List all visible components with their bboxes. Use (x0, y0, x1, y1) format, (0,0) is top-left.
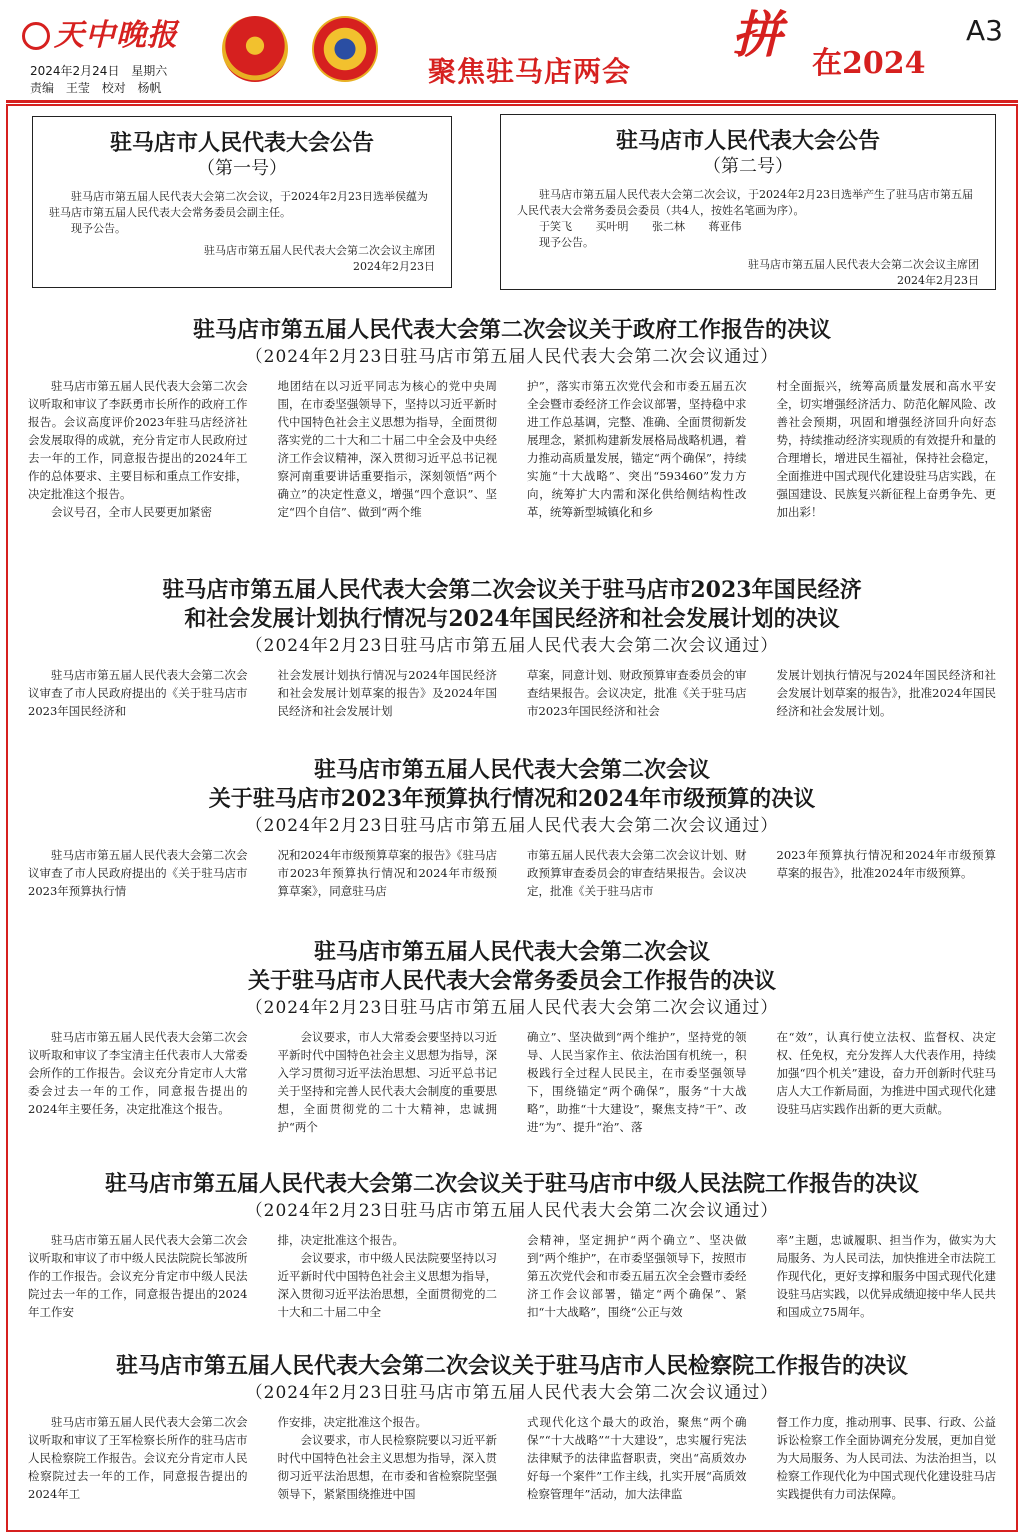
announcement-closing: 现予公告。 (539, 236, 594, 249)
paragraph: 驻马店市第五届人民代表大会第二次会议听取和审议了市中级人民法院院长邹波所作的工作报告。会议充分肯定市中级人民法院过去一年的工作，同意报告提出的2024年工作安 (28, 1233, 248, 1319)
text-column (527, 1028, 747, 1136)
resolution-government-report (28, 316, 996, 521)
text-column (777, 1231, 997, 1321)
editor-name: 王莹 (65, 81, 90, 95)
resolution-subtitle: （2024年2月23日驻马店市第五届人民代表大会第二次会议通过） (245, 1201, 779, 1221)
paragraph: 确立”、坚决做到“两个维护”，坚持党的领导、人民当家作主、依法治国有机统一，积极践行全过程人民民主，在市委坚强领导下，围绕锚定“两个确保”，服务“十大战略”，助推“十大建设”，聚焦支持“干”、改进“为”、提升“治”、落 (527, 1030, 747, 1134)
header-rule (6, 100, 1018, 103)
resolution-title: 关于驻马店市人民代表大会常务委员会工作报告的决议 (247, 968, 776, 994)
paragraph: 会议号召，全市人民要更加紧密 (51, 505, 212, 519)
resolution-economic-plan (28, 576, 996, 720)
text-column (777, 377, 997, 521)
paragraph: 村全面振兴，统筹高质量发展和高水平安全，切实增强经济活力、防范化解风险、改善社会预期，巩固和增强经济回升向好态势，持续推动经济实现质的有效提升和量的合理增长，增进民生福祉，保持社会稳定，全面推进中国式现代化建设驻马店实践，在强国建设、民族复兴新征程上奋勇争先、更加出彩！ (776, 379, 996, 519)
resolution-title: 关于驻马店市2023年预算执行情况和2024年市级预算的决议 (208, 786, 816, 812)
slogan-sub: 在2024 (812, 46, 926, 81)
member-name: 于笑飞 (539, 220, 572, 233)
paragraph: 地团结在以习近平同志为核心的党中央周围，在市委坚强领导下，坚持以习近平新时代中国特色社会主义思想为指导，全面贯彻落实党的二十大和二十届二中全会及中央经济工作会议精神，深入贯彻习近平总书记视察河南重要讲话重要指示，深刻领悟“两个确立”的决定性意义，增强“四个意识”、坚定“四个自信”、做到“两个维 (277, 379, 497, 519)
text-column (777, 1028, 997, 1136)
text-column (777, 666, 997, 720)
resolution-subtitle: （2024年2月23日驻马店市第五届人民代表大会第二次会议通过） (245, 347, 779, 367)
announcement-number: （第二号） (703, 156, 793, 177)
text-column (527, 666, 747, 720)
resolution-title: 驻马店市第五届人民代表大会第二次会议关于驻马店市2023年国民经济 (162, 577, 862, 603)
issue-date-line (30, 62, 175, 79)
page-number: A3 (966, 14, 1003, 47)
resolution-subtitle: （2024年2月23日驻马店市第五届人民代表大会第二次会议通过） (245, 816, 779, 836)
text-column (278, 1028, 498, 1136)
resolution-body (28, 1231, 996, 1321)
national-emblem-icon (222, 16, 288, 82)
issue-date: 2024年2月24日 (30, 64, 120, 78)
announcement-body: 驻马店市第五届人民代表大会第二次会议，于2024年2月23日选举产生了驻马店市第五届人民代表大会常务委员会委员（共4人，按姓名笔画为序）。 (517, 188, 973, 217)
paragraph: 草案，同意计划、财政预算审查委员会的审查结果报告。会议决定，批准《关于驻马店市2023年国民经济和社会 (527, 668, 747, 718)
text-column (28, 1231, 248, 1321)
logo-text: 天中晚报 (54, 18, 178, 53)
text-column (28, 1028, 248, 1136)
resolution-body (28, 846, 996, 900)
text-column (28, 666, 248, 720)
resolution-title: 驻马店市第五届人民代表大会第二次会议关于驻马店市中级人民法院工作报告的决议 (104, 1171, 919, 1197)
announcement-1 (32, 116, 452, 288)
resolution-title: 驻马店市第五届人民代表大会第二次会议 (313, 757, 710, 783)
announcement-signatory: 驻马店市第五届人民代表大会第二次会议主席团 (204, 244, 435, 257)
announcement-title: 驻马店市人民代表大会公告 (109, 130, 374, 156)
member-name: 张二林 (652, 220, 685, 233)
member-name: 蒋亚伟 (708, 220, 742, 233)
member-names (517, 219, 979, 235)
paragraph: 会议要求，市中级人民法院要坚持以习近平新时代中国特色社会主义思想为指导，深入贯彻习近平法治思想，全面贯彻党的二十大和二十届二中全 (277, 1251, 497, 1319)
announcement-2 (500, 114, 996, 290)
announcement-title: 驻马店市人民代表大会公告 (615, 128, 880, 154)
resolution-subtitle: （2024年2月23日驻马店市第五届人民代表大会第二次会议通过） (245, 1383, 779, 1403)
text-column (777, 1413, 997, 1503)
cppcc-emblem-icon (312, 16, 378, 82)
text-column (28, 377, 248, 521)
paragraph: 作安排，决定批准这个报告。 (277, 1415, 427, 1429)
paragraph: 率”主题，忠诚履职、担当作为，做实为大局服务、为人民司法，加快推进全市法院工作现代化，更好支撑和服务中国式现代化建设驻马店实践，以优异成绩迎接中华人民共和国成立75周年。 (776, 1233, 996, 1319)
paragraph: 发展计划执行情况与2024年国民经济和社会发展计划草案的报告》，批准2024年国民经济和社会发展计划。 (776, 668, 996, 718)
paragraph: 驻马店市第五届人民代表大会第二次会议听取和审议了王军检察长所作的驻马店市人民检察院工作报告。会议充分肯定市人民检察院过去一年的工作，同意报告提出的2024年工 (28, 1415, 248, 1501)
resolution-title: 和社会发展计划执行情况与2024年国民经济和社会发展计划的决议 (184, 606, 840, 632)
resolution-subtitle: （2024年2月23日驻马店市第五届人民代表大会第二次会议通过） (245, 998, 779, 1018)
proofreader-name: 杨帆 (137, 81, 162, 95)
resolution-budget (28, 756, 996, 900)
editor-line (30, 79, 170, 96)
text-column (527, 377, 747, 521)
paragraph: 市第五届人民代表大会第二次会议计划、财政预算审查委员会的审查结果报告。会议决定，批准《关于驻马店市 (527, 848, 747, 898)
paragraph: 况和2024年市级预算草案的报告》《驻马店市2023年预算执行情况和2024年市级预算草案》，同意驻马店 (277, 848, 497, 898)
logo-icon (22, 22, 50, 50)
resolution-intermediate-court (28, 1170, 996, 1321)
resolution-subtitle: （2024年2月23日驻马店市第五届人民代表大会第二次会议通过） (245, 636, 779, 656)
resolution-title: 驻马店市第五届人民代表大会第二次会议关于驻马店市人民检察院工作报告的决议 (115, 1353, 908, 1379)
announcement-signatory: 驻马店市第五届人民代表大会第二次会议主席团 (748, 258, 979, 271)
announcement-body: 驻马店市第五届人民代表大会第二次会议，于2024年2月23日选举侯蕴为驻马店市第五届人民代表大会常务委员会副主任。 (49, 190, 428, 219)
paragraph: 式现代化这个最大的政治，聚焦“两个确保”“十大战略”“十大建设”，忠实履行宪法法律赋予的法律监督职责，突出“高质效办好每一个案件”工作主线，扎实开展“高质效检察管理年”活动，加大法律监 (527, 1415, 747, 1501)
paragraph: 驻马店市第五届人民代表大会第二次会议审查了市人民政府提出的《关于驻马店市2023年预算执行情 (28, 848, 248, 898)
resolution-procuratorate (28, 1352, 996, 1503)
newspaper-logo (22, 10, 178, 54)
resolution-title: 驻马店市第五届人民代表大会第二次会议 (313, 939, 710, 965)
resolution-body (28, 377, 996, 521)
member-name: 买叶明 (595, 220, 629, 233)
paragraph: 驻马店市第五届人民代表大会第二次会议听取和审议了李跃勇市长所作的政府工作报告。会议高度评价2023年驻马店经济社会发展取得的成就，充分肯定市人民政府过去一年的工作，同意报告提出的2024年工作的总体要求、主要目标和重点工作安排，决定批准这个报告。 (28, 379, 248, 501)
text-column (527, 1231, 747, 1321)
masthead (0, 0, 1024, 104)
paragraph: 社会发展计划执行情况与2024年国民经济和社会发展计划草案的报告》及2024年国民经济和社会发展计划 (277, 668, 497, 718)
resolution-body (28, 1028, 996, 1136)
announcement-date: 2024年2月23日 (897, 274, 979, 287)
text-column (28, 846, 248, 900)
paragraph: 排，决定批准这个报告。 (277, 1233, 404, 1247)
resolution-body (28, 1413, 996, 1503)
editor-label: 责编 (30, 81, 55, 95)
paragraph: 会议要求，市人民检察院要以习近平新时代中国特色社会主义思想为指导，深入贯彻习近平法治思想，在市委和省检察院坚强领导下，紧紧围绕推进中国 (277, 1433, 497, 1501)
text-column (278, 666, 498, 720)
resolution-standing-committee (28, 938, 996, 1136)
paragraph: 2023年预算执行情况和2024年市级预算草案的报告》，批准2024年市级预算。 (776, 848, 996, 880)
text-column (527, 846, 747, 900)
paragraph: 会议要求，市人大常委会要坚持以习近平新时代中国特色社会主义思想为指导，深入学习贯彻习近平法治思想、习近平总书记关于坚持和完善人民代表大会制度的重要思想，全面贯彻党的二十大精神，忠诚拥护“两个 (277, 1030, 497, 1134)
paragraph: 会精神，坚定拥护“两个确立”、坚决做到“两个维护”，在市委坚强领导下，按照市第五次党代会和市委五届五次全会暨市委经济工作会议部署，锚定“两个确保”、紧扣“十大战略”，围绕“公正与效 (527, 1233, 747, 1319)
text-column (278, 1413, 498, 1503)
announcement-date: 2024年2月23日 (353, 260, 435, 273)
proof-label: 校对 (101, 81, 126, 95)
paragraph: 在“效”，认真行使立法权、监督权、决定权、任免权，充分发挥人大代表作用，持续加强“四个机关”建设，奋力开创新时代驻马店人大工作新局面，为推进中国式现代化建设驻马店实践作出新的更大贡献。 (776, 1030, 996, 1116)
resolution-body (28, 666, 996, 720)
resolution-title: 驻马店市第五届人民代表大会第二次会议关于政府工作报告的决议 (192, 317, 831, 343)
text-column (777, 846, 997, 900)
paragraph: 督工作力度，推动刑事、民事、行政、公益诉讼检察工作全面协调充分发展，更加自觉为大局服务、为人民司法、为法治担当，以检察工作现代化为中国式现代化建设驻马店实践提供有力司法保障。 (776, 1415, 996, 1501)
text-column (278, 377, 498, 521)
text-column (527, 1413, 747, 1503)
paragraph: 护”，落实市第五次党代会和市委五届五次全会暨市委经济工作会议部署，坚持稳中求进工作总基调，完整、准确、全面贯彻新发展理念，紧抓构建新发展格局战略机遇，着力推动高质量发展，锚定“两个确保”，持续实施“十大战略”、突出“593460”发力方向，统筹扩大内需和深化供给侧结构性改革，统筹新型城镇化和乡 (527, 379, 747, 519)
text-column (278, 1231, 498, 1321)
text-column (28, 1413, 248, 1503)
paragraph: 驻马店市第五届人民代表大会第二次会议听取和审议了李宝清主任代表市人大常委会所作的工作报告。会议充分肯定市人大常委会过去一年的工作，同意报告提出的2024年主要任务，决定批准这个报告。 (28, 1030, 248, 1116)
announcement-number: （第一号） (197, 158, 287, 179)
section-title: 聚焦驻马店两会 (428, 55, 632, 88)
text-column (278, 846, 498, 900)
announcement-closing: 现予公告。 (71, 222, 126, 235)
paragraph: 驻马店市第五届人民代表大会第二次会议审查了市人民政府提出的《关于驻马店市2023年国民经济和 (28, 668, 248, 718)
slogan-main: 拼 (732, 5, 782, 64)
issue-weekday: 星期六 (131, 64, 168, 78)
